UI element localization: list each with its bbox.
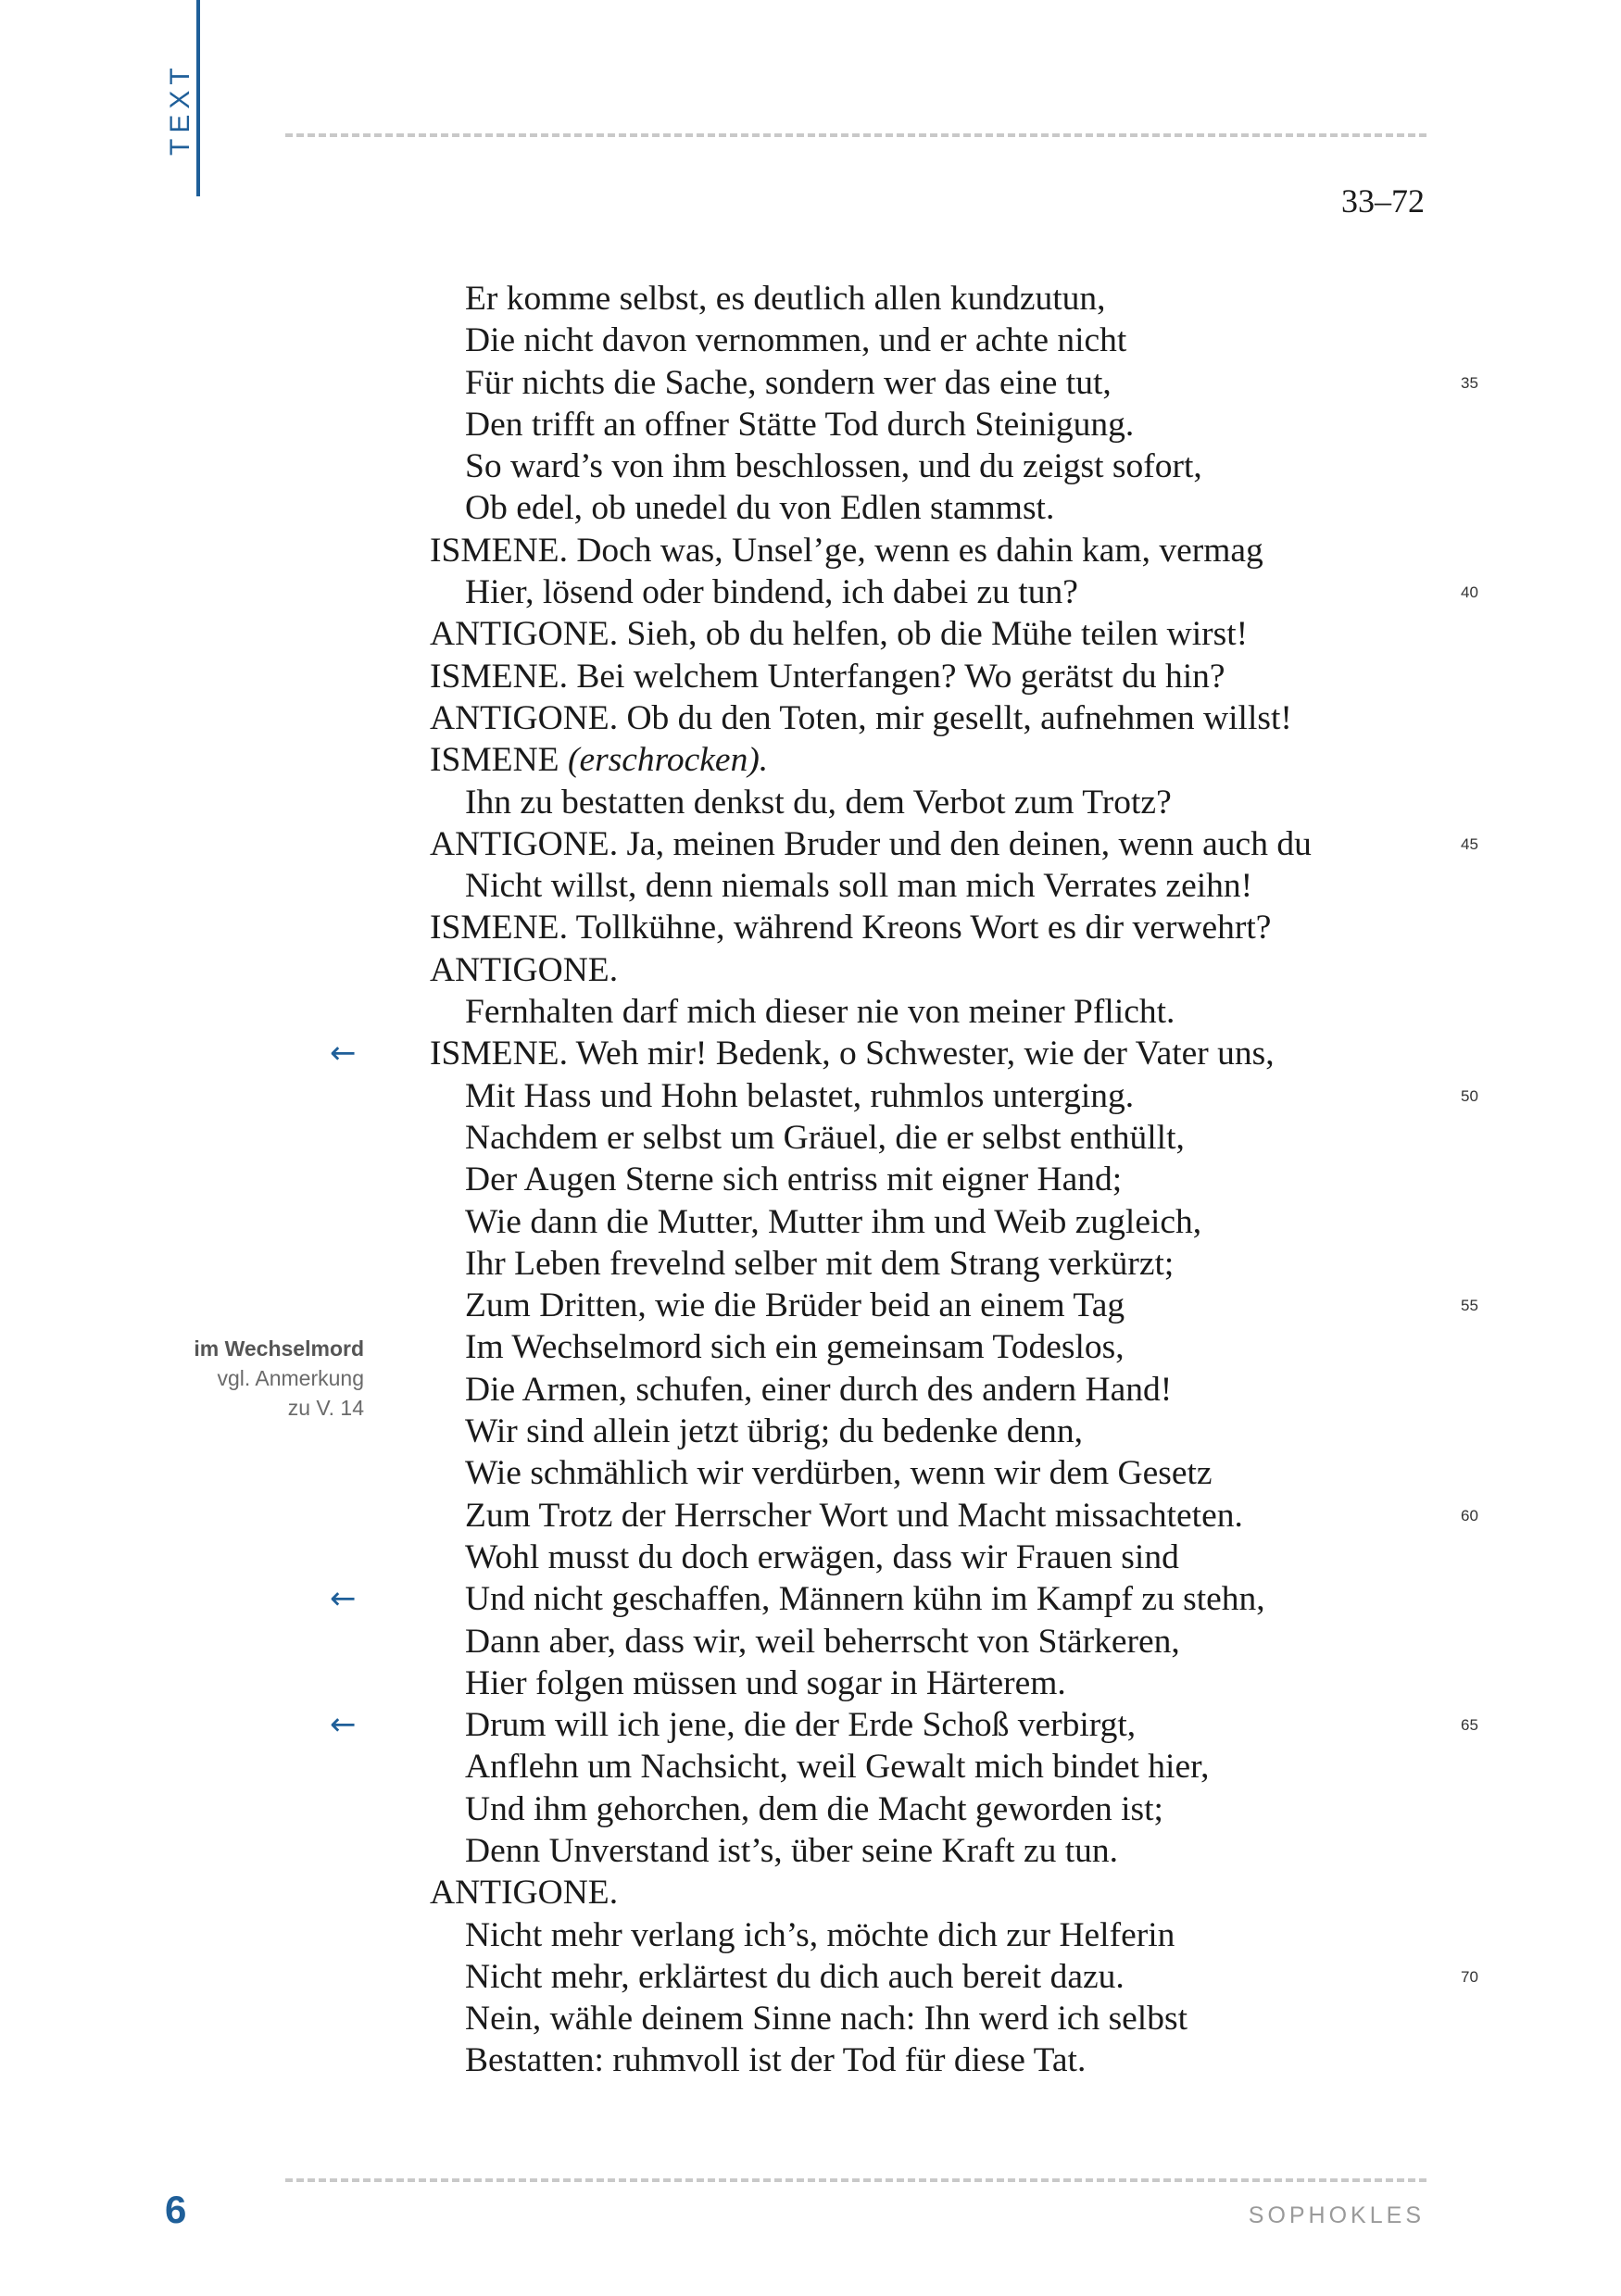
verse-text: Mit Hass und Hohn belastet, ruhmlos unterging. — [465, 1076, 1135, 1115]
verse-line — [430, 613, 1486, 655]
verse-text: Ihr Leben frevelnd selber mit dem Strang verkürzt; — [465, 1244, 1175, 1283]
verse-text: Wohl musst du doch erwägen, dass wir Frauen sind — [465, 1537, 1179, 1576]
verse-text: ISMENE. Weh mir! Bedenk, o Schwester, wie der Vater uns, — [430, 1035, 1275, 1073]
arrow-left-icon[interactable]: ← — [330, 1706, 357, 1744]
verse-text: ANTIGONE. — [430, 1874, 619, 1913]
verse-text: Im Wechselmord sich ein gemeinsam Todeslos, — [465, 1328, 1125, 1367]
verse-line — [430, 697, 1486, 739]
stage-direction: (erschrocken). — [559, 741, 769, 780]
verse-line — [430, 949, 1486, 991]
verse-line — [430, 1285, 1486, 1326]
verse-text: Und ihm gehorchen, dem die Macht geworden ist; — [465, 1789, 1163, 1828]
verse-line — [430, 530, 1486, 571]
verse-text: Zum Dritten, wie die Brüder beid an einem Tag — [465, 1286, 1125, 1325]
verse-text: Bestatten: ruhmvoll ist der Tod für diese Tat. — [465, 2041, 1087, 2080]
header-dashed-rule — [285, 133, 1426, 137]
page-number: 6 — [165, 2188, 187, 2231]
verse-line — [430, 865, 1486, 907]
verse-line — [430, 278, 1486, 320]
verse-text: Fernhalten darf mich dieser nie von meiner Pflicht. — [465, 993, 1175, 1032]
line-number: 50 — [1461, 1086, 1478, 1105]
verse-line — [430, 656, 1486, 697]
verse-text: Die nicht davon vernommen, und er achte nicht — [465, 321, 1127, 360]
verse-text: Die Armen, schufen, einer durch des andern Hand! — [465, 1370, 1173, 1409]
verse-text: Drum will ich jene, die der Erde Schoß verbirgt, — [465, 1706, 1137, 1745]
verse-text: Ob edel, ob unedel du von Edlen stammst. — [465, 489, 1055, 528]
verse-line — [430, 571, 1486, 613]
line-number: 55 — [1461, 1297, 1478, 1315]
verse-text: Zum Trotz der Herrscher Wort und Macht missachteten. — [465, 1496, 1243, 1535]
verse-line — [430, 1033, 1486, 1074]
verse-text: Den trifft an offner Stätte Tod durch Steinigung. — [465, 405, 1135, 444]
verse-text: So ward’s von ihm beschlossen, und du zeigst sofort, — [465, 447, 1202, 486]
verse-line — [430, 1704, 1486, 1746]
verse-text: Nachdem er selbst um Gräuel, die er selbst enthüllt, — [465, 1118, 1185, 1157]
verse-text: Anflehn um Nachsicht, weil Gewalt mich bindet hier, — [465, 1748, 1210, 1787]
verse-line — [430, 1452, 1486, 1494]
verse-text: ANTIGONE. — [430, 950, 619, 989]
verse-text: Nicht mehr, erklärtest du dich auch bereit dazu. — [465, 1957, 1125, 1996]
line-number: 65 — [1461, 1716, 1478, 1735]
verse-line — [430, 1117, 1486, 1159]
verse-line — [430, 404, 1486, 445]
margin-note-term: im Wechselmord — [194, 1336, 364, 1361]
verse-text: Nicht mehr verlang ich’s, möchte dich zur Helferin — [465, 1915, 1175, 1954]
verse-line — [430, 487, 1486, 529]
verse-line — [430, 991, 1486, 1033]
margin-note-ref: vgl. Anmerkung — [217, 1366, 364, 1390]
verse-text: ISMENE. Doch was, Unsel’ge, wenn es dahin kam, vermag — [430, 531, 1263, 570]
verse-line — [430, 1578, 1486, 1620]
verse-text: ISMENE. Tollkühne, während Kreons Wort es dir verwehrt? — [430, 909, 1272, 947]
verse-text: ISMENE. Bei welchem Unterfangen? Wo gerätst du hin? — [430, 657, 1225, 696]
verse-text: Der Augen Sterne sich entriss mit eigner Hand; — [465, 1161, 1123, 1199]
verse-line — [430, 1998, 1486, 2039]
verse-text: Wie schmählich wir verdürben, wenn wir dem Gesetz — [465, 1454, 1213, 1493]
verse-text: Dann aber, dass wir, weil beherrscht von Stärkeren, — [465, 1622, 1180, 1661]
verse-text: ANTIGONE. Ob du den Toten, mir gesellt, aufnehmen willst! — [430, 698, 1292, 737]
verse-line — [430, 1746, 1486, 1788]
verse-line — [430, 1075, 1486, 1117]
verse-line — [430, 739, 1486, 781]
verse-text: Hier, lösend oder bindend, ich dabei zu tun? — [465, 573, 1078, 612]
running-title: SOPHOKLES — [1248, 2202, 1425, 2228]
verse-line — [430, 362, 1486, 404]
margin-note — [194, 1334, 364, 1423]
verse-line — [430, 1326, 1486, 1368]
verse-line — [430, 2039, 1486, 2081]
verse-line — [430, 1956, 1486, 1998]
section-tab-label: TEXT — [165, 62, 195, 156]
verse-line — [430, 445, 1486, 487]
verse-text: Und nicht geschaffen, Männern kühn im Kampf zu stehn, — [465, 1580, 1265, 1619]
verse-line — [430, 1914, 1486, 1956]
verse-text: Er komme selbst, es deutlich allen kundzutun, — [465, 280, 1106, 318]
verse-line — [430, 782, 1486, 823]
verse-text: ANTIGONE. Ja, meinen Bruder und den deinen, wenn auch du — [430, 824, 1312, 863]
verse-text: Ihn zu bestatten denkst du, dem Verbot zum Trotz? — [465, 783, 1172, 822]
verse-line — [430, 320, 1486, 361]
verse-line — [430, 1621, 1486, 1662]
section-tab — [67, 0, 195, 196]
line-number: 70 — [1461, 1967, 1478, 1986]
line-number: 45 — [1461, 834, 1478, 853]
verse-line — [430, 1243, 1486, 1285]
margin-note-ref-verse: zu V. 14 — [287, 1396, 364, 1420]
verse-text: Nicht willst, denn niemals soll man mich Verrates zeihn! — [465, 867, 1253, 906]
verse-range: 33–72 — [1341, 182, 1425, 220]
verse-line — [430, 823, 1486, 865]
verse-text: Für nichts die Sache, sondern wer das eine tut, — [465, 363, 1112, 402]
verse-text: ISMENE — [430, 741, 559, 780]
verse-line — [430, 1537, 1486, 1578]
verse-block — [430, 278, 1486, 2082]
verse-line — [430, 1201, 1486, 1243]
arrow-left-icon[interactable]: ← — [330, 1035, 357, 1073]
verse-text: Wie dann die Mutter, Mutter ihm und Weib zugleich, — [465, 1202, 1202, 1241]
verse-text: Denn Unverstand ist’s, über seine Kraft zu tun. — [465, 1831, 1119, 1870]
line-number: 35 — [1461, 373, 1478, 392]
verse-line — [430, 1830, 1486, 1872]
footer-dashed-rule — [285, 2178, 1426, 2182]
verse-line — [430, 1369, 1486, 1411]
verse-line — [430, 1872, 1486, 1913]
verse-text: Nein, wähle deinem Sinne nach: Ihn werd ich selbst — [465, 2000, 1187, 2039]
verse-line — [430, 907, 1486, 948]
verse-line — [430, 1662, 1486, 1704]
verse-text: ANTIGONE. Sieh, ob du helfen, ob die Mühe teilen wirst! — [430, 615, 1249, 654]
section-tab-rule — [196, 0, 200, 196]
line-number: 40 — [1461, 583, 1478, 602]
arrow-left-icon[interactable]: ← — [330, 1580, 357, 1618]
verse-line — [430, 1495, 1486, 1537]
verse-line — [430, 1788, 1486, 1830]
verse-text: Wir sind allein jetzt übrig; du bedenke denn, — [465, 1412, 1084, 1451]
verse-text: Hier folgen müssen und sogar in Härterem. — [465, 1663, 1066, 1702]
line-number: 60 — [1461, 1506, 1478, 1524]
verse-line — [430, 1159, 1486, 1200]
verse-line — [430, 1411, 1486, 1452]
